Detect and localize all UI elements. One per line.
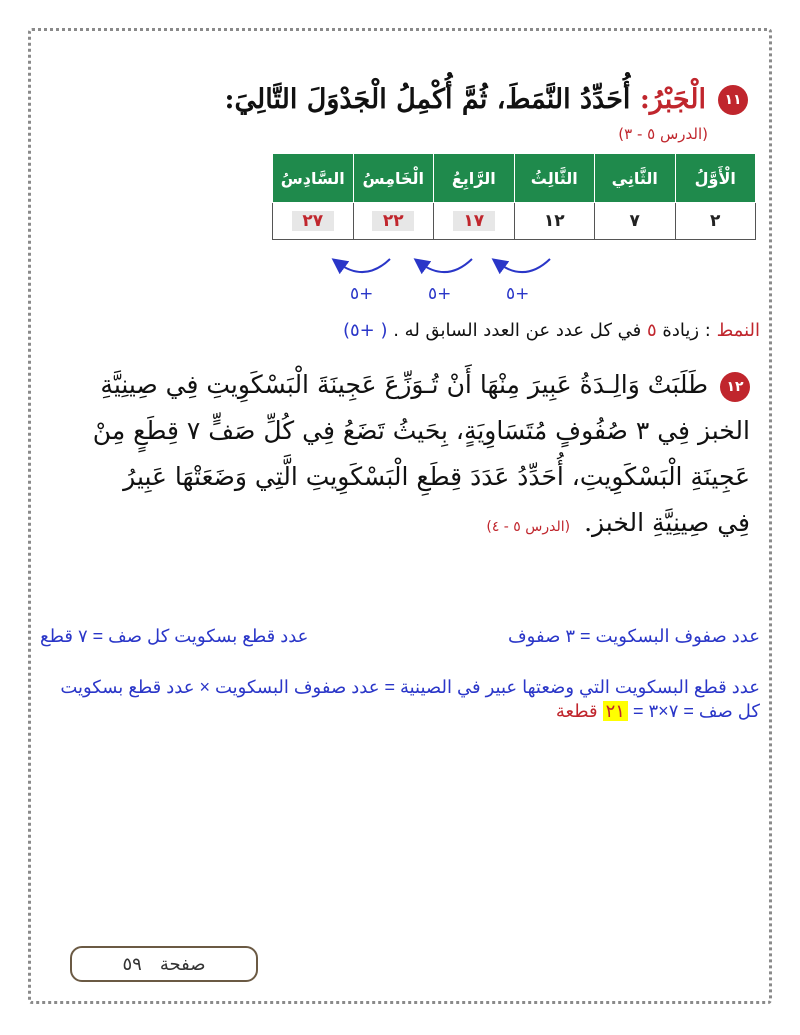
rows-line: عدد صفوف البسكويت = ٣ صفوف xyxy=(508,626,760,646)
pattern-label: النمط xyxy=(716,320,760,341)
table-header: الْأَوَّلُ xyxy=(675,154,756,203)
curved-arrow-icon xyxy=(498,259,550,272)
question-12 xyxy=(90,362,750,550)
table-header-row xyxy=(273,154,756,203)
answer-value: ١٧ xyxy=(453,211,495,231)
question-number-badge: ١٢ xyxy=(720,372,750,402)
table-header: الْخَامِسُ xyxy=(353,154,434,203)
lesson-reference: (الدرس ٥ - ٣) xyxy=(618,125,708,143)
answer-cell xyxy=(353,203,434,240)
pattern-formula: ( +٥) xyxy=(342,320,388,341)
pattern-value: ٥ xyxy=(647,320,657,341)
solution-given xyxy=(40,626,760,647)
pattern-text-before: : زيادة xyxy=(662,320,711,341)
answer-cell xyxy=(273,203,354,240)
pattern-note xyxy=(343,320,760,341)
curved-arrow-icon xyxy=(338,259,390,272)
solution-calculation xyxy=(40,675,760,723)
question-number-badge: ١١ xyxy=(718,85,748,115)
question-11-header xyxy=(225,84,748,115)
table-header: الثَّانِي xyxy=(595,154,676,203)
answer-unit: قطعة xyxy=(555,701,598,721)
pattern-table xyxy=(272,153,756,240)
answer-value: ٢٧ xyxy=(292,211,334,231)
instruction-text: أُحَدِّدُ النَّمَطَ، ثُمَّ أُكْمِلُ الْجَدْوَلَ التَّالِيَ: xyxy=(224,84,631,115)
table-header: الرَّابِعُ xyxy=(434,154,515,203)
pattern-text-after: في كل عدد عن العدد السابق له . xyxy=(393,320,642,341)
step-label: ٥+ xyxy=(506,284,530,304)
page-label: صفحة xyxy=(159,953,206,975)
table-value-row xyxy=(273,203,756,240)
table-header: الثَّالِثُ xyxy=(514,154,595,203)
answer-cell xyxy=(434,203,515,240)
answer-value: ٢٢ xyxy=(372,211,414,231)
question-11-title xyxy=(225,84,706,115)
question-12-text: طَلَبَتْ وَالِـدَةُ عَبِيرَ مِنْهَا أَنْ تُـوَزِّعَ عَجِينَةَ الْبَسْكَوِيتِ فِي صِينِيَّةِ الخبز فِي ٣ صُفُوفٍ مُتَسَاوِيَةٍ، بِحَيثُ تَضَعُ فِي كُلِّ صَفٍّ ٧ قِطَعٍ مِنْ عَجِينَةِ الْبَسْكَوِيتِ، أُحَدِّدُ عَدَدَ قِطَعِ الْبَسْكَوِيتِ الَّتِي وَضَعَتْهَا عَبِيرُ فِي صِينِيَّةِ الخبز. xyxy=(92,370,750,537)
step-label: ٥+ xyxy=(428,284,452,304)
topic-label: الْجَبْرُ: xyxy=(639,84,706,115)
page-number-box xyxy=(70,946,258,982)
per-row-line: عدد قطع بسكويت كل صف = ٧ قطع xyxy=(40,626,309,646)
table-cell: ٢ xyxy=(675,203,756,240)
total-line: عدد قطع البسكويت التي وضعتها عبير في الصينية = عدد صفوف البسكويت × عدد قطع بسكويت كل صف = ٧×٣ = xyxy=(60,677,760,721)
lesson-reference: (الدرس ٥ - ٤) xyxy=(486,519,571,535)
curved-arrow-icon xyxy=(420,259,472,272)
table-cell: ١٢ xyxy=(514,203,595,240)
table-header: السَّادِسُ xyxy=(273,154,354,203)
table-cell: ٧ xyxy=(595,203,676,240)
final-answer: ٢١ xyxy=(603,701,628,721)
page-number: ٥٩ xyxy=(122,953,142,975)
step-label: ٥+ xyxy=(350,284,374,304)
step-arrows xyxy=(320,255,560,285)
